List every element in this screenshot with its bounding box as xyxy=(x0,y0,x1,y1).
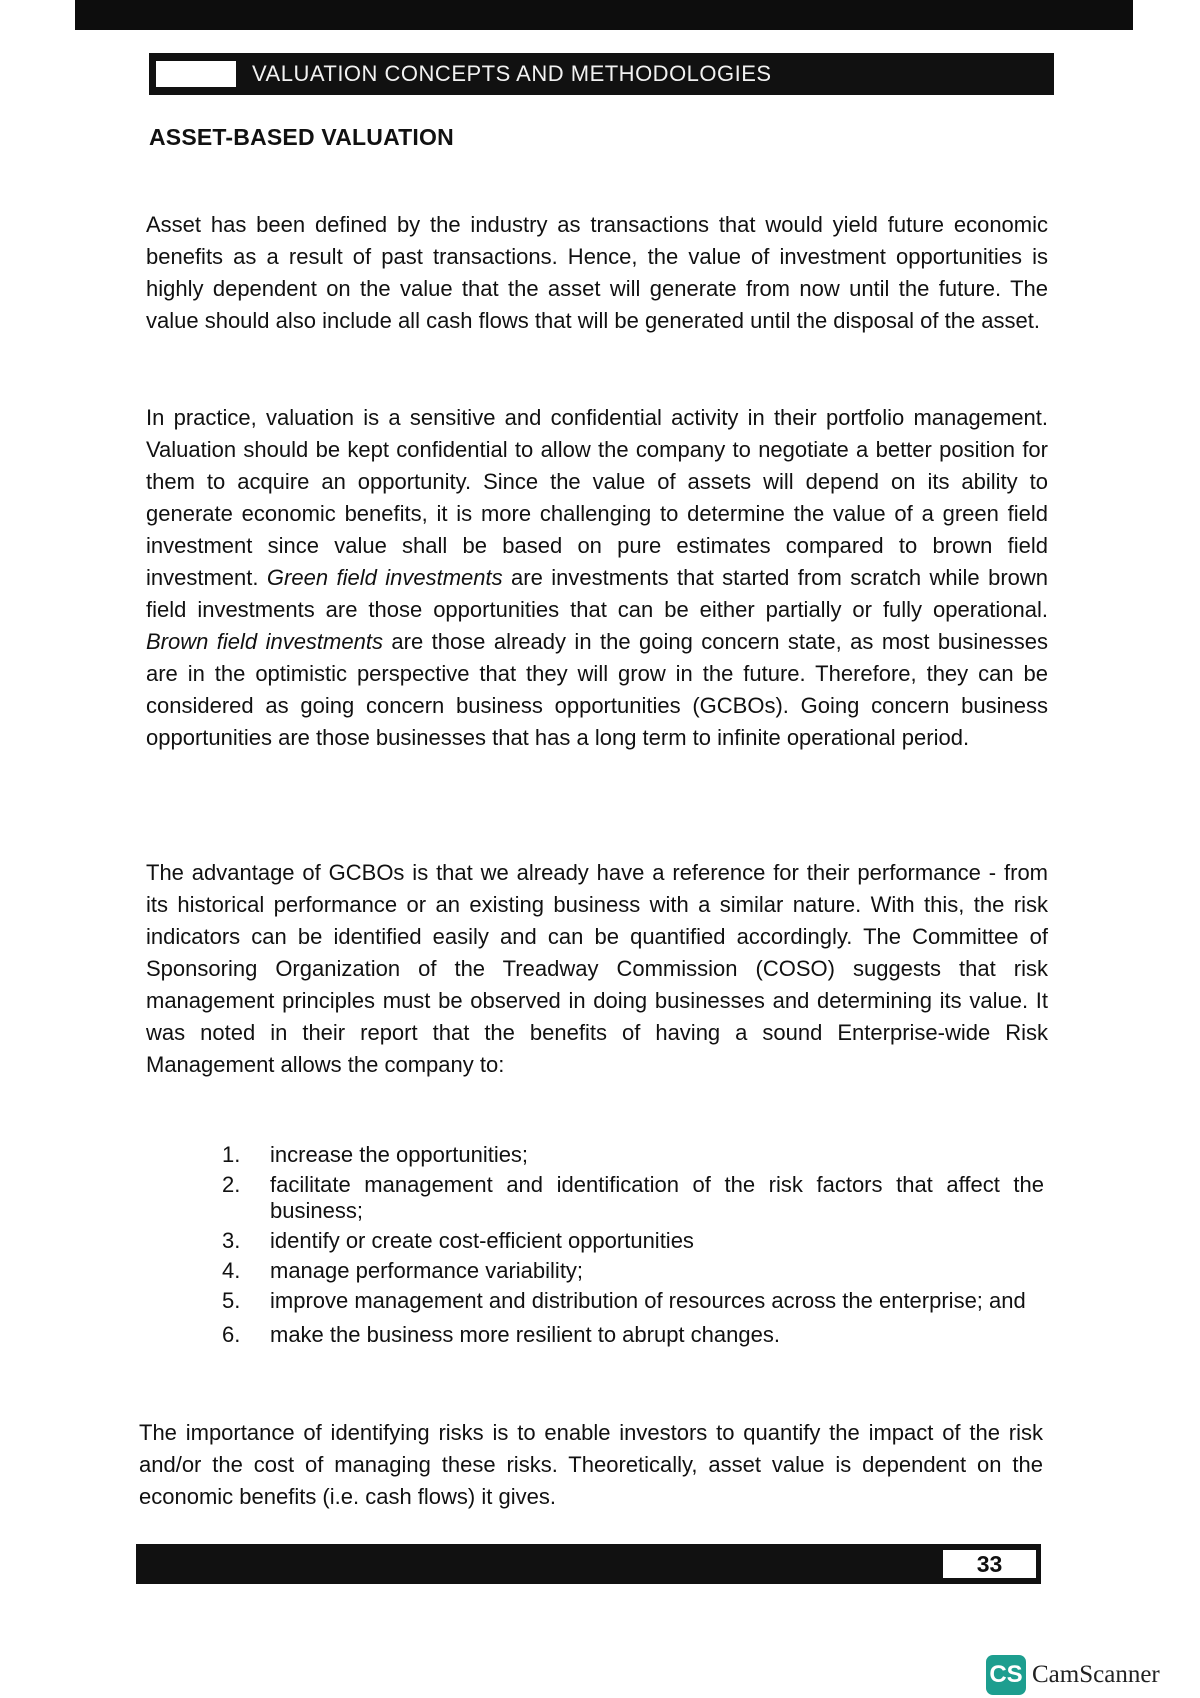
paragraph-gcbo-advantage: The advantage of GCBOs is that we already have a reference for their performance - from its historical performance or an existing business with a similar nature. With this, the risk indicators can be identified easily and can be quantified accordingly. The Committee of Sponsoring Organization of the Treadway Commission (COSO) suggests that risk management principles must be observed in doing businesses and determining its value. It was noted in their report that the benefits of having a sound Enterprise-wide Risk Management allows the company to: xyxy=(146,860,1048,1077)
list-item-text: make the business more resilient to abrupt changes. xyxy=(270,1322,780,1347)
paragraph-text-segment: In practice, valuation is a sensitive and confidential activity in their portfolio management. Valuation should be kept confidential to allow the company to negotiate a better position for them to acquire an opportunity. Since the value of assets will depend on its ability to generate economic benefits, it is more challenging to determine the value of a green field investment since value shall be based on pure estimates compared to brown field investment. xyxy=(146,405,1048,590)
list-item-text: increase the opportunities; xyxy=(270,1142,529,1167)
term-green-field-investments: Green field investments xyxy=(266,565,503,590)
camscanner-icon: CS xyxy=(986,1655,1026,1695)
top-scan-band xyxy=(75,0,1133,30)
running-header xyxy=(149,53,1054,95)
list-item-number: 3. xyxy=(222,1228,241,1253)
section-heading: ASSET-BASED VALUATION xyxy=(149,124,454,150)
page-number: 33 xyxy=(941,1548,1038,1580)
camscanner-name: CamScanner xyxy=(1032,1661,1160,1688)
list-item xyxy=(222,1142,1044,1168)
list-item-number: 1. xyxy=(222,1142,241,1167)
list-item-number: 5. xyxy=(222,1288,241,1313)
paragraph-text-segment: are those already in the going concern state, as most businesses are in the optimistic perspective that they will grow in the future. Therefore, they can be considered as going concern business opportunities (GCBOs). Going concern business opportunities are those businesses that has a long term to infinite operational period. xyxy=(146,629,1048,750)
paragraph-asset-definition: Asset has been defined by the industry as transactions that would yield future economic benefits as a result of past transactions. Hence, the value of investment opportunities is highly dependent on the value that the asset will generate from now until the future. The value should also include all cash flows that will be generated until the disposal of the asset. xyxy=(146,212,1048,333)
benefits-list xyxy=(222,1142,1044,1352)
header-box xyxy=(154,59,238,89)
camscanner-watermark xyxy=(986,1655,1160,1695)
paragraph-text-segment: are investments that started from scratch while brown field investments are those opportunities that can be either partially or fully operational. xyxy=(146,565,1049,622)
list-item-number: 6. xyxy=(222,1322,241,1347)
list-item-number: 4. xyxy=(222,1258,241,1283)
paragraph-valuation-practice xyxy=(146,402,1048,754)
list-item xyxy=(222,1288,1044,1314)
list-item xyxy=(222,1172,1044,1224)
list-item-text: facilitate management and identification of the risk factors that affect the business; xyxy=(270,1172,1044,1223)
paragraph-risk-importance: The importance of identifying risks is to enable investors to quantify the impact of the risk and/or the cost of managing these risks. Theoretically, asset value is dependent on the economic benefits (i.e. cash flows) it gives. xyxy=(139,1420,1043,1509)
list-item xyxy=(222,1228,1044,1254)
term-brown-field-investments: Brown field investments xyxy=(146,629,383,654)
list-item-text: identify or create cost-efficient opportunities xyxy=(270,1228,694,1253)
list-item xyxy=(222,1322,1044,1348)
footer-bar xyxy=(136,1544,1041,1584)
list-item-text: manage performance variability; xyxy=(270,1258,584,1283)
list-item xyxy=(222,1258,1044,1284)
list-item-number: 2. xyxy=(222,1172,241,1197)
header-title: VALUATION CONCEPTS AND METHODOLOGIES xyxy=(252,61,772,86)
list-item-text: improve management and distribution of resources across the enterprise; and xyxy=(270,1288,1026,1313)
